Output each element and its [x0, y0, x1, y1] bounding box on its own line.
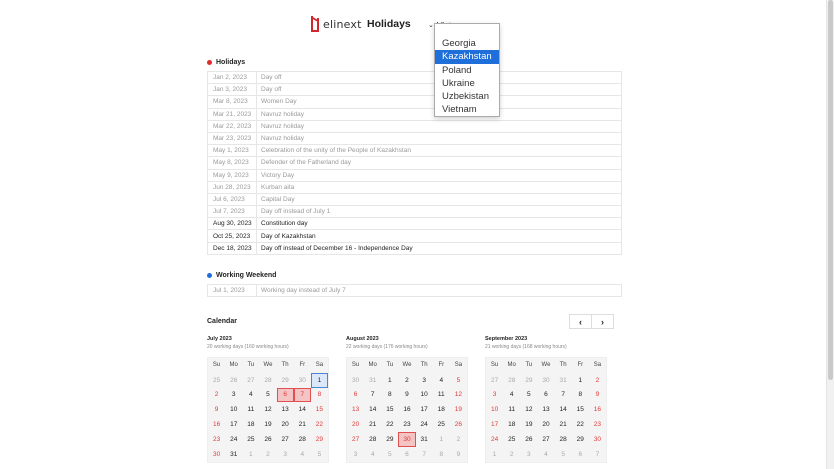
month-name: July 2023 [207, 336, 232, 342]
day-cell[interactable]: 31 [230, 450, 238, 458]
day-cell[interactable]: 11 [437, 391, 445, 399]
holiday-date: Jul 1, 2023 [213, 287, 245, 295]
weekday-label: Mo [368, 362, 377, 369]
day-cell[interactable]: 23 [403, 421, 411, 429]
country-option[interactable]: Uzbekistan [442, 91, 489, 103]
day-cell[interactable]: 21 [559, 421, 567, 429]
table-row [207, 243, 622, 255]
table-row [207, 133, 622, 145]
weekday-label: We [263, 362, 273, 369]
holiday-name: Celebration of the unity of the People of Kazakhstan [256, 145, 621, 156]
holiday-name: Day of Kazakhstan [256, 230, 621, 241]
week-row [347, 373, 467, 388]
table-row [207, 96, 622, 108]
holiday-day-cell[interactable]: 30 [398, 432, 415, 447]
day-cell[interactable]: 18 [247, 421, 255, 429]
day-cell[interactable]: 10 [420, 391, 428, 399]
day-cell[interactable]: 1 [439, 435, 444, 443]
week-row [208, 373, 328, 388]
day-cell[interactable]: 11 [508, 406, 516, 414]
day-cell[interactable]: 1 [578, 376, 583, 384]
day-cell[interactable]: 26 [525, 435, 533, 443]
day-cell[interactable]: 27 [542, 435, 550, 443]
week-row [486, 388, 606, 403]
day-cell[interactable]: 30 [298, 376, 306, 384]
table-row [207, 206, 622, 218]
day-cell[interactable]: 2 [456, 435, 461, 443]
day-cell[interactable]: 2 [405, 376, 409, 384]
page-title: Holidays [367, 18, 411, 30]
day-cell[interactable]: 30 [542, 376, 550, 384]
day-cell[interactable]: 27 [490, 376, 499, 384]
day-cell[interactable]: 29 [315, 435, 324, 443]
day-cell[interactable]: 31 [420, 435, 428, 443]
scrollbar-thumb[interactable] [828, 0, 833, 380]
week-row [208, 402, 328, 417]
day-cell[interactable]: 24 [420, 421, 428, 429]
day-cell[interactable]: 13 [281, 406, 289, 414]
day-cell[interactable]: 27 [247, 376, 255, 384]
week-row [347, 432, 467, 447]
day-cell[interactable]: 17 [420, 406, 428, 414]
holiday-date: Jul 7, 2023 [213, 208, 245, 216]
day-cell[interactable]: 19 [454, 406, 463, 414]
day-cell[interactable]: 15 [576, 406, 584, 414]
day-cell[interactable]: 31 [559, 376, 567, 384]
day-cell[interactable]: 8 [317, 391, 322, 399]
day-cell[interactable]: 18 [437, 406, 445, 414]
month-calendar [485, 336, 607, 463]
weekday-label: We [541, 362, 551, 369]
day-cell[interactable]: 30 [593, 435, 602, 443]
week-row [486, 447, 606, 462]
day-cell[interactable]: 9 [405, 391, 409, 399]
country-option[interactable]: Vietnam [442, 104, 477, 116]
day-cell[interactable]: 1 [249, 450, 253, 458]
week-row [208, 432, 328, 447]
table-row [207, 157, 622, 169]
day-cell[interactable]: 19 [264, 421, 272, 429]
week-row [208, 447, 328, 462]
app-header [0, 14, 834, 36]
day-cell[interactable]: 23 [212, 435, 221, 443]
day-cell[interactable]: 8 [388, 391, 392, 399]
week-row [486, 417, 606, 432]
weekday-label: Fr [299, 362, 306, 369]
day-cell[interactable]: 12 [264, 406, 272, 414]
day-cell[interactable]: 21 [369, 421, 377, 429]
week-row [486, 373, 606, 388]
holiday-name: Day off [256, 84, 621, 95]
month-grid [207, 357, 329, 463]
country-option[interactable]: Kazakhstan [435, 50, 499, 63]
day-cell[interactable]: 27 [281, 435, 289, 443]
day-cell[interactable]: 5 [388, 450, 392, 458]
day-cell[interactable]: 16 [403, 406, 411, 414]
holiday-name: Day off [256, 72, 621, 83]
day-cell[interactable]: 1 [388, 376, 392, 384]
day-cell[interactable]: 14 [559, 406, 567, 414]
day-cell[interactable]: 4 [439, 376, 444, 384]
week-row [347, 417, 467, 432]
table-row [207, 230, 622, 242]
day-cell[interactable]: 28 [508, 376, 516, 384]
day-cell[interactable]: 3 [353, 450, 358, 458]
day-cell[interactable]: 16 [593, 406, 602, 414]
holiday-dot-icon [207, 60, 212, 65]
holiday-name: Day off instead of July 1 [256, 206, 621, 217]
month-grid [485, 357, 607, 463]
month-grid [346, 357, 468, 463]
day-cell[interactable]: 28 [559, 435, 567, 443]
day-cell[interactable]: 28 [298, 435, 306, 443]
holiday-name: Kurban aita [256, 182, 621, 193]
weekday-label: Fr [577, 362, 584, 369]
day-cell[interactable]: 12 [525, 406, 533, 414]
day-cell[interactable]: 26 [230, 376, 238, 384]
working-weekend-day-cell[interactable]: 1 [311, 373, 328, 388]
holiday-date: Jun 28, 2023 [213, 183, 251, 191]
day-cell[interactable]: 30 [212, 450, 221, 458]
holiday-date: Jan 2, 2023 [213, 74, 247, 82]
prev-month-button[interactable] [570, 315, 591, 328]
week-row [347, 388, 467, 403]
page-scrollbar[interactable] [826, 0, 834, 469]
week-row [486, 432, 606, 447]
weekday-label: Su [351, 362, 360, 369]
day-cell[interactable]: 28 [264, 376, 272, 384]
day-cell[interactable]: 30 [351, 376, 360, 384]
day-cell[interactable]: 2 [509, 450, 514, 458]
holiday-name: Victory Day [256, 170, 621, 181]
day-cell[interactable]: 12 [454, 391, 463, 399]
day-cell[interactable]: 29 [281, 376, 289, 384]
day-cell[interactable]: 4 [544, 450, 548, 458]
table-row [207, 84, 622, 96]
day-cell[interactable]: 2 [266, 450, 270, 458]
day-cell[interactable]: 3 [231, 391, 236, 399]
day-cell[interactable]: 2 [214, 391, 219, 399]
day-cell[interactable]: 9 [595, 391, 600, 399]
week-row [486, 402, 606, 417]
day-cell[interactable]: 4 [370, 450, 375, 458]
day-cell[interactable]: 24 [490, 435, 499, 443]
month-calendar [207, 336, 329, 463]
day-cell[interactable]: 7 [561, 391, 565, 399]
day-cell[interactable]: 15 [315, 406, 324, 414]
day-cell[interactable]: 18 [508, 421, 516, 429]
holiday-name: Navruz holiday [256, 109, 621, 120]
day-cell[interactable]: 22 [576, 421, 584, 429]
day-cell[interactable]: 5 [317, 450, 322, 458]
table-row [207, 285, 622, 297]
day-cell[interactable]: 22 [386, 421, 394, 429]
day-cell[interactable]: 4 [509, 391, 514, 399]
holiday-date: Jul 6, 2023 [213, 195, 245, 203]
country-dropdown-list [434, 23, 500, 117]
day-cell[interactable]: 29 [525, 376, 533, 384]
day-cell[interactable]: 4 [249, 391, 253, 399]
table-row [207, 182, 622, 194]
holiday-date: Mar 21, 2023 [213, 110, 252, 118]
day-cell[interactable]: 25 [508, 435, 516, 443]
day-cell[interactable]: 20 [281, 421, 289, 429]
day-cell[interactable]: 27 [351, 435, 360, 443]
weekday-header [347, 358, 467, 373]
month-summary: 22 working days (176 working hours) [346, 344, 428, 350]
day-cell[interactable]: 19 [525, 421, 533, 429]
day-cell[interactable]: 23 [593, 421, 602, 429]
logo-text: elinext [323, 17, 362, 31]
weekday-label: Th [420, 362, 428, 369]
day-cell[interactable]: 5 [527, 391, 531, 399]
table-row [207, 170, 622, 182]
holiday-name: Constitution day [256, 218, 621, 229]
holiday-date: Aug 30, 2023 [213, 220, 252, 228]
day-cell[interactable]: 6 [578, 450, 583, 458]
day-cell[interactable]: 7 [595, 450, 600, 458]
day-cell[interactable]: 6 [353, 391, 358, 399]
working-weekend-dot-icon [207, 273, 212, 278]
weekday-label: We [402, 362, 412, 369]
country-option[interactable]: Poland [442, 64, 472, 76]
day-cell[interactable]: 6 [544, 391, 548, 399]
holiday-name: Day off instead of December 16 - Independence Day [256, 243, 621, 254]
country-option[interactable]: Ukraine [442, 77, 475, 89]
holiday-date: May 1, 2023 [213, 147, 249, 155]
day-cell[interactable]: 5 [561, 450, 565, 458]
day-cell[interactable]: 28 [369, 435, 377, 443]
holiday-date: May 8, 2023 [213, 159, 249, 167]
day-cell[interactable]: 25 [247, 435, 255, 443]
table-row [207, 109, 622, 121]
day-cell[interactable]: 25 [437, 421, 445, 429]
week-row [347, 402, 467, 417]
weekday-label: Su [212, 362, 221, 369]
holiday-date: Mar 8, 2023 [213, 98, 248, 106]
day-cell[interactable]: 10 [230, 406, 238, 414]
month-summary: 20 working days (160 working hours) [207, 344, 289, 350]
country-option[interactable]: Georgia [442, 38, 476, 49]
working-weekend-title-text: Working Weekend [216, 272, 277, 279]
week-row [208, 388, 328, 403]
day-cell[interactable]: 20 [542, 421, 550, 429]
day-cell[interactable]: 3 [492, 391, 497, 399]
weekday-header [486, 358, 606, 373]
week-row [347, 447, 467, 462]
holiday-date: Mar 23, 2023 [213, 135, 252, 143]
day-cell[interactable]: 8 [439, 450, 444, 458]
day-cell[interactable]: 26 [264, 435, 272, 443]
day-cell[interactable]: 10 [490, 406, 499, 414]
day-cell[interactable]: 15 [386, 406, 394, 414]
weekday-label: Th [559, 362, 567, 369]
holiday-name: Navruz holiday [256, 133, 621, 144]
weekday-label: Th [281, 362, 289, 369]
day-cell[interactable]: 25 [212, 376, 221, 384]
holiday-day-cell[interactable]: 6 [277, 388, 294, 403]
working-weekend-section-title [207, 272, 276, 279]
working-weekend-table [207, 284, 622, 297]
day-cell[interactable]: 17 [490, 421, 499, 429]
day-cell[interactable]: 31 [369, 376, 377, 384]
day-cell[interactable]: 21 [298, 421, 306, 429]
holiday-date: Mar 22, 2023 [213, 122, 252, 130]
weekday-label: Tu [386, 362, 394, 369]
table-row [207, 145, 622, 157]
holiday-name: Women Day [256, 96, 621, 107]
day-cell[interactable]: 7 [370, 391, 375, 399]
day-cell[interactable]: 29 [576, 435, 584, 443]
day-cell[interactable]: 1 [492, 450, 497, 458]
table-row [207, 121, 622, 133]
day-cell[interactable]: 14 [298, 406, 306, 414]
weekday-label: Tu [525, 362, 533, 369]
elinext-logo[interactable] [311, 16, 362, 32]
holidays-section-title [207, 59, 245, 66]
weekday-label: Sa [454, 362, 463, 369]
weekday-label: Mo [507, 362, 516, 369]
day-cell[interactable]: 6 [405, 450, 409, 458]
holidays-title-text: Holidays [216, 59, 246, 66]
table-row [207, 72, 622, 84]
holiday-day-cell[interactable]: 7 [294, 388, 311, 403]
holiday-name: Navruz holiday [256, 121, 621, 132]
weekday-label: Sa [593, 362, 602, 369]
next-month-button[interactable] [591, 315, 613, 328]
day-cell[interactable]: 16 [212, 421, 221, 429]
day-cell[interactable]: 9 [456, 450, 461, 458]
table-row [207, 218, 622, 230]
chevron-down-icon: ⌄ [428, 22, 434, 29]
month-summary: 21 working days (168 working hours) [485, 344, 567, 350]
holiday-name: Defender of the Fatherland day [256, 157, 621, 168]
day-cell[interactable]: 20 [351, 421, 360, 429]
day-cell[interactable]: 26 [454, 421, 463, 429]
table-row [207, 194, 622, 206]
day-cell[interactable]: 2 [595, 376, 600, 384]
holidays-table [207, 71, 622, 255]
day-cell[interactable]: 13 [542, 406, 550, 414]
weekday-label: Fr [438, 362, 445, 369]
day-cell[interactable]: 22 [315, 421, 324, 429]
month-name: September 2023 [485, 336, 528, 342]
elinext-logo-icon [311, 16, 320, 32]
week-row [208, 417, 328, 432]
day-cell[interactable]: 3 [283, 450, 287, 458]
day-cell[interactable]: 3 [527, 450, 531, 458]
weekday-header [208, 358, 328, 373]
day-cell[interactable]: 5 [266, 391, 270, 399]
weekday-label: Sa [315, 362, 324, 369]
day-cell[interactable]: 14 [369, 406, 377, 414]
day-cell[interactable]: 7 [422, 450, 426, 458]
calendar-title: Calendar [207, 318, 237, 325]
chevron-right-icon: › [601, 316, 604, 327]
holiday-name: Working day instead of July 7 [256, 285, 621, 296]
day-cell[interactable]: 9 [214, 406, 219, 414]
day-cell[interactable]: 5 [456, 376, 461, 384]
day-cell[interactable]: 13 [351, 406, 360, 414]
day-cell[interactable]: 11 [247, 406, 255, 414]
calendar-nav [569, 314, 614, 329]
month-calendar [346, 336, 468, 463]
holiday-date: May 9, 2023 [213, 171, 249, 179]
weekday-label: Mo [229, 362, 238, 369]
day-cell[interactable]: 8 [578, 391, 583, 399]
month-name: August 2023 [346, 336, 379, 342]
holiday-name: Capital Day [256, 194, 621, 205]
holiday-date: Dec 18, 2023 [213, 244, 252, 252]
weekday-label: Tu [247, 362, 255, 369]
chevron-left-icon: ‹ [579, 316, 582, 327]
day-cell[interactable]: 24 [230, 435, 238, 443]
day-cell[interactable]: 3 [422, 376, 426, 384]
weekday-label: Su [490, 362, 499, 369]
day-cell[interactable]: 29 [386, 435, 394, 443]
holiday-date: Oct 25, 2023 [213, 232, 251, 240]
day-cell[interactable]: 4 [300, 450, 305, 458]
holiday-date: Jan 3, 2023 [213, 86, 247, 94]
day-cell[interactable]: 17 [230, 421, 238, 429]
